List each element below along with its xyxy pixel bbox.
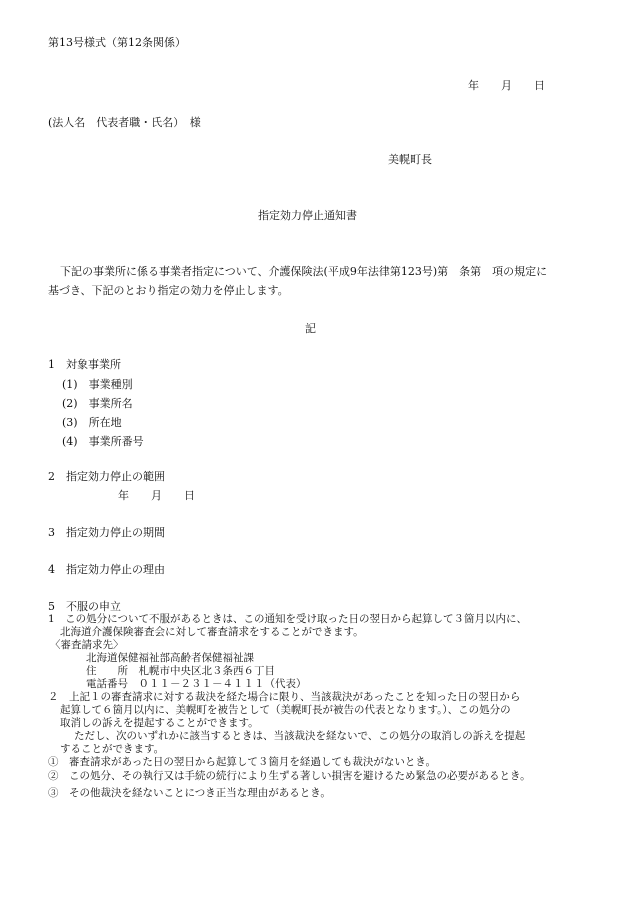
section-1-title: 1 対象事業所	[48, 358, 121, 371]
section-1-item-3: (3) 所在地	[62, 416, 122, 429]
date-line: 年 月 日	[468, 79, 545, 92]
ki-marker: 記	[305, 322, 316, 335]
section-1-item-1: (1) 事業種別	[62, 378, 133, 391]
body-paragraph-line-1: 下記の事業所に係る事業者指定について、介護保険法(平成9年法律第123号)第 条第 項の規定に	[60, 265, 548, 278]
appeal-destination-phone: 電話番号 ０１１－２３１－４１１１（代表）	[86, 678, 307, 690]
exception-item-1: ① 審査請求があった日の翌日から起算して３箇月を経過しても裁決がないとき。	[48, 756, 436, 768]
section-2-date: 年 月 日	[118, 489, 195, 502]
doc-title: 指定効力停止通知書	[258, 209, 357, 222]
appeal-line-2: 北海道介護保険審査会に対して審査請求をすることができます。	[60, 626, 364, 638]
section-1-item-2: (2) 事業所名	[62, 397, 133, 410]
section-3-title: 3 指定効力停止の期間	[48, 526, 165, 539]
exception-line-1: ただし、次のいずれかに該当するときは、当該裁決を経ないで、この処分の取消しの訴えを提起	[74, 730, 526, 742]
section-2-title: 2 指定効力停止の範囲	[48, 470, 165, 483]
addressee: (法人名 代表者職・氏名） 様	[48, 116, 201, 129]
lawsuit-line-1: ２ 上記１の審査請求に対する裁決を経た場合に限り、当該裁決があったことを知った日の翌日から	[48, 691, 521, 703]
form-label: 第13号様式（第12条関係）	[48, 36, 186, 49]
section-1-item-4: (4) 事業所番号	[62, 435, 144, 448]
issuer: 美幌町長	[388, 153, 432, 166]
appeal-line-1: 1 この処分について不服があるときは、この通知を受け取った日の翌日から起算して３箇月以内に、	[48, 613, 527, 625]
appeal-destination-address: 住 所 札幌市中央区北３条西６丁目	[86, 665, 275, 677]
appeal-destination-dept: 北海道保健福祉部高齢者保健福祉課	[86, 652, 254, 664]
body-paragraph-line-2: 基づき、下記のとおり指定の効力を停止します。	[48, 284, 289, 297]
section-5-title: 5 不服の申立	[48, 600, 121, 613]
section-4-title: 4 指定効力停止の理由	[48, 563, 165, 576]
exception-line-2: することができます。	[60, 743, 165, 755]
exception-item-2: ② この処分、その執行又は手続の続行により生ずる著しい損害を避けるため緊急の必要があるとき。	[48, 770, 531, 782]
lawsuit-line-2: 起算して６箇月以内に、美幌町を被告として（美幌町長が被告の代表となります。）、この処分の	[60, 704, 511, 716]
lawsuit-line-3: 取消しの訴えを提起することができます。	[60, 717, 259, 729]
exception-item-3: ③ その他裁決を経ないことにつき正当な理由があるとき。	[48, 787, 331, 799]
appeal-destination-heading: 〈審査請求先〉	[50, 639, 124, 651]
